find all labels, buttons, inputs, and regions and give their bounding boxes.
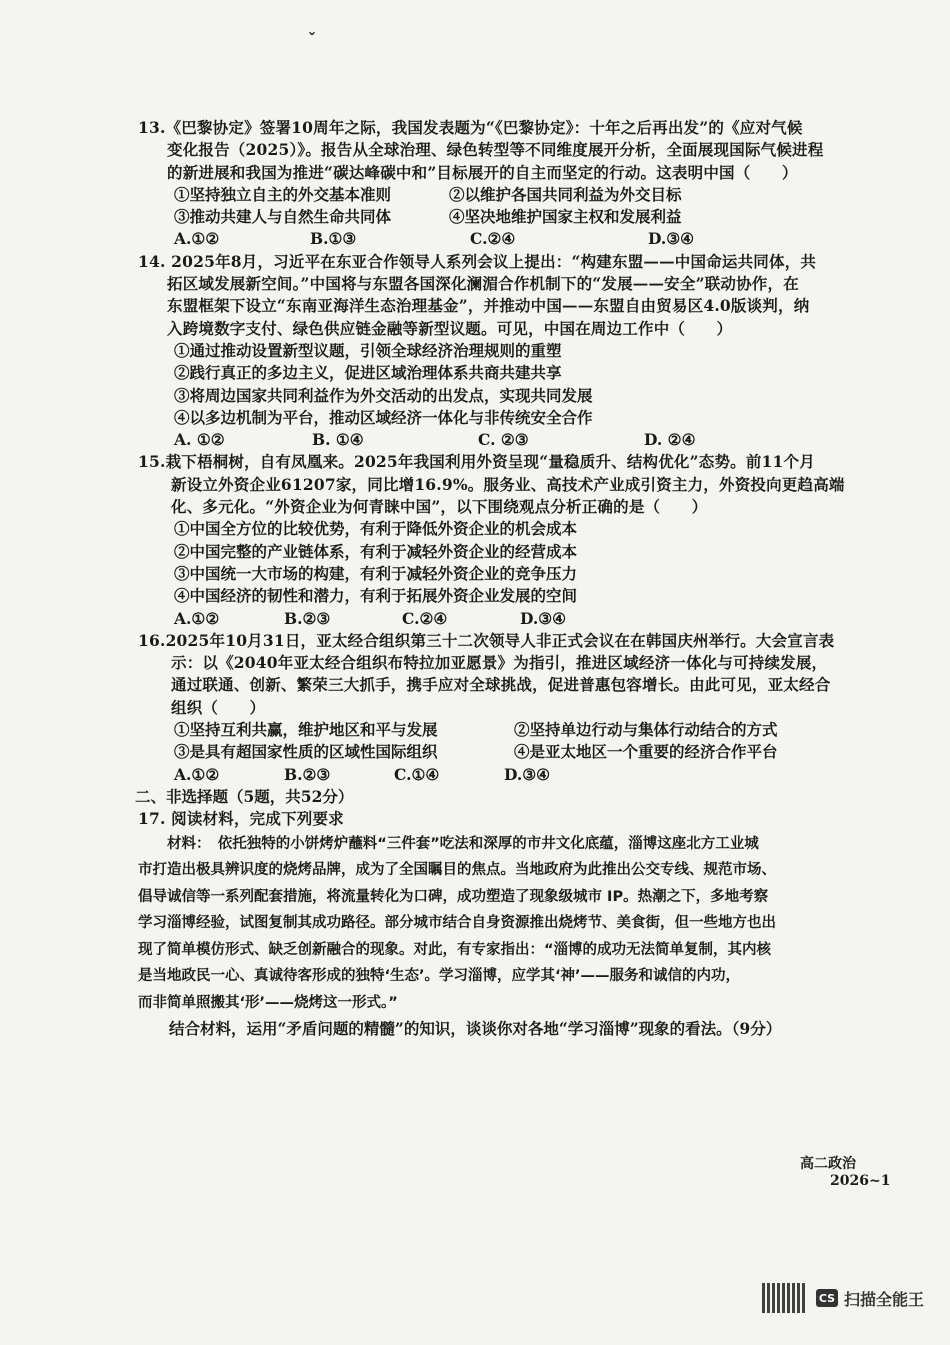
question-16 [138,630,890,786]
answer-choices [138,429,890,451]
footer-code: 2026~1 [830,1173,891,1189]
material-line: 市打造出极具辨识度的烧烤品牌，成为了全国瞩目的焦点。当地政府为此推出公交专线、规范市场、 [138,862,776,878]
answer-choices [138,228,890,250]
option: ①坚持互利共赢，维护地区和平与发展 [174,720,438,740]
scanner-text: 扫描全能王 [844,1289,925,1309]
option: ②以维护各国共同利益为外交目标 [449,184,682,204]
task-prompt: 结合材料，运用“矛盾问题的精髓”的知识，谈谈你对各地“学习淄博”现象的看法。（9分） [169,1019,782,1038]
option: ②坚持单边行动与集体行动结合的方式 [514,720,778,740]
exam-content [135,117,890,1043]
answer-b: B.②③ [284,764,331,784]
option: ④是亚太地区一个重要的经济合作平台 [514,742,778,762]
question-line: 入跨境数字支付、绿色供应链金融等新型议题。可见，中国在周边工作中（ ） [167,318,733,338]
answer-choices [138,608,890,630]
question-line: 13.《巴黎协定》签署10周年之际，我国发表题为“《巴黎协定》：十年之后再出发”的《应对气候 [138,118,803,137]
option: ③将周边国家共同利益作为外交活动的出发点，实现共同发展 [174,385,593,405]
answer-a: A.①② [174,764,220,784]
scanner-watermark [762,1283,924,1313]
question-14 [138,251,890,452]
option: ②中国完整的产业链体系，有利于减轻外资企业的经营成本 [174,541,578,561]
question-line: 组织（ ） [171,697,266,717]
question-line: 的新进展和我国为推进“碳达峰碳中和”目标展开的自主而坚定的行动。这表明中国（ ） [167,162,798,182]
option: ②践行真正的多边主义，促进区域治理体系共商共建共享 [174,363,562,383]
camscanner-logo-icon: CS [816,1289,838,1307]
option-grid [138,184,890,229]
option: ④中国经济的韧性和潜力，有利于拓展外资企业发展的空间 [174,586,578,606]
answer-c: C.②④ [402,608,448,628]
answer-b: B.①③ [310,229,357,249]
section-title: 二、非选择题（5题，共52分） [135,786,354,806]
question-line: 变化报告（2025）》。报告从全球治理、绿色转型等不同维度展开分析，全面展现国际气候进程 [167,140,824,160]
answer-b: B. ①④ [312,430,364,450]
answer-c: C.②④ [470,229,516,249]
option: ③中国统一大市场的构建，有利于减轻外资企业的竞争压力 [174,563,578,583]
answer-d: D. ②④ [644,430,696,450]
answer-a: A.①② [174,608,220,628]
option: ①通过推动设置新型议题，引领全球经济治理规则的重塑 [174,340,562,360]
option: ③是具有超国家性质的区域性国际组织 [174,742,438,762]
question-line: 通过联通、创新、繁荣三大抓手，携手应对全球挑战，促进普惠包容增长。由此可见，亚太经合 [171,675,831,695]
material-line: 材料： 依托独特的小饼烤炉蘸料“三件套”吃法和深厚的市井文化底蕴，淄博这座北方工业城 [167,835,759,852]
material-line: 而非简单照搬其‘形’——烧烤这一形式。” [138,994,398,1011]
page-footer [800,1153,950,1189]
material-line: 是当地政民一心、真诚待客形成的独特‘生态’。学习淄博，应学其‘神’——服务和诚信的内功， [138,968,741,984]
answer-b: B.②③ [284,608,331,628]
answer-a: A. ①② [174,430,225,450]
question-line: 14. 2025年8月，习近平在东亚合作领导人系列会议上提出：“构建东盟——中国命运共同体，共 [138,251,817,271]
material-block [138,831,890,1017]
option: ④坚决地维护国家主权和发展利益 [449,207,682,227]
question-line: 15.栽下梧桐树，自有凤凰来。2025年我国利用外资呈现“量稳质升、结构优化”态势。前11个月 [138,452,815,472]
answer-d: D.③④ [520,608,567,628]
answer-choices [138,764,890,786]
footer-subject: 高二政治 [800,1156,856,1172]
answer-d: D.③④ [648,229,695,249]
answer-c: C. ②③ [478,430,529,450]
question-15 [138,451,890,629]
material-line: 学习淄博经验，试图复制其成功路径。部分城市结合自身资源推出烧烤节、美食街，但一些地方也出 [138,915,776,931]
option-grid [138,719,890,764]
option: ④以多边机制为平台，推动区域经济一体化与非传统安全合作 [174,407,593,427]
option: ①中国全方位的比较优势，有利于降低外资企业的机会成本 [174,519,578,539]
option: ③推动共建人与自然生命共同体 [174,207,392,227]
question-line: 16.2025年10月31日，亚太经合组织第三十二次领导人非正式会议在在韩国庆州举行。大会宣言表 [138,630,835,650]
material-line: 现了简单模仿形式、缺乏创新融合的现象。对此，有专家指出：“淄博的成功无法简单复制，其内核 [138,941,772,958]
question-line: 示：以《2040年亚太经合组织布特拉加亚愿景》为指引，推进区域经济一体化与可持续发展， [171,653,828,673]
question-line: 拓区域发展新空间。”中国将与东盟各国深化澜湄合作机制下的“发展——安全”联动协作，在 [167,274,799,294]
top-mark: ˇ [308,30,316,49]
qr-code-icon [762,1283,806,1313]
question-17-head: 17. 阅读材料，完成下列要求 [138,809,344,829]
answer-c: C.①④ [394,764,440,784]
question-line: 新设立外资企业61207家，同比增16.9%。服务业、高技术产业成引资主力，外资投向更趋高端 [171,474,845,494]
option: ①坚持独立自主的外交基本准则 [174,184,392,204]
question-line: 东盟框架下设立“东南亚海洋生态治理基金”，并推动中国——东盟自由贸易区4.0版谈判，纳 [167,296,810,316]
answer-a: A.①② [174,229,220,249]
material-line: 倡导诚信等一系列配套措施，将流量转化为口碑，成功塑造了现象级城市 IP。热潮之下，多地考察 [138,888,769,905]
answer-d: D.③④ [504,764,551,784]
question-13 [138,117,890,251]
question-line: 化、多元化。“外资企业为何青睐中国”，以下围绕观点分析正确的是（ ） [171,497,708,517]
